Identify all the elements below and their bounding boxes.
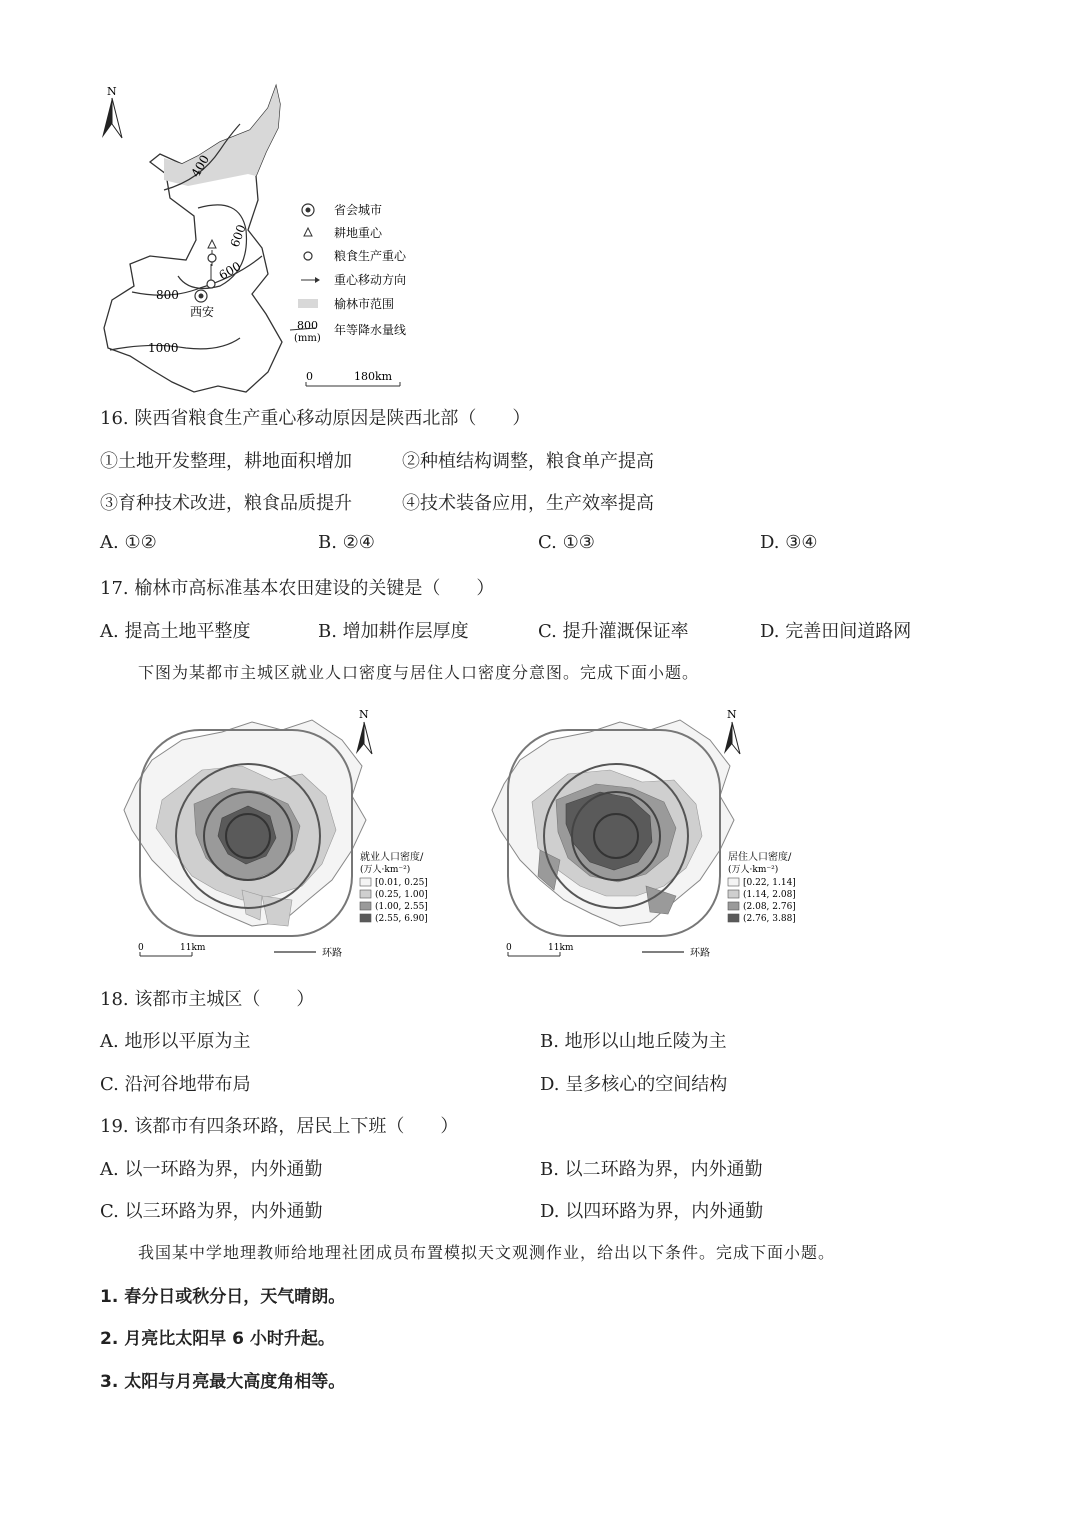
q17-choice-b[interactable]: B. 增加耕作层厚度 — [318, 621, 469, 642]
legend-isoline-value: 800 — [297, 319, 318, 332]
q18-choice-d[interactable]: D. 呈多核心的空间结构 — [540, 1074, 728, 1095]
scale-end: 180km — [354, 370, 393, 383]
north-label: N — [727, 708, 737, 721]
legend-isoline-unit: (mm) — [294, 333, 321, 344]
isoline-label-800: 800 — [156, 288, 179, 302]
q18-choice-c[interactable]: C. 沿河谷地带布局 — [100, 1074, 251, 1095]
map1-legend — [290, 204, 320, 330]
isoline-label-600b: 600 — [216, 259, 244, 283]
condition-3: 3. 太阳与月亮最大高度角相等。 — [100, 1372, 346, 1392]
scale-end: 11km — [548, 943, 574, 953]
employment-density-map — [112, 700, 462, 965]
q16-stem: 16. 陕西省粮食生产重心移动原因是陕西北部（ ） — [100, 408, 531, 429]
intro-astronomy: 我国某中学地理教师给地理社团成员布置模拟天文观测作业，给出以下条件。完成下面小题。 — [138, 1243, 836, 1262]
q16-opt1: ①土地开发整理，耕地面积增加 — [100, 451, 352, 472]
legend-title: 就业人口密度/ — [360, 852, 424, 863]
yulin-area — [164, 86, 280, 186]
legend-title: 居住人口密度/ — [728, 852, 792, 863]
legend-unit: (万人·km⁻²) — [728, 865, 779, 875]
q17-stem: 17. 榆林市高标准基本农田建设的关键是（ ） — [100, 578, 495, 599]
legend-unit: (万人·km⁻²) — [360, 865, 411, 875]
legend-class-3: (2.08, 2.76] — [743, 902, 796, 912]
q16-opt4: ④技术装备应用，生产效率提高 — [402, 493, 654, 514]
q17-choice-d[interactable]: D. 完善田间道路网 — [760, 621, 912, 642]
q16-choice-a[interactable]: A. ①② — [100, 532, 157, 553]
legend-label-capital: 省会城市 — [334, 203, 383, 217]
shaanxi-map — [90, 80, 450, 400]
q19-choice-d[interactable]: D. 以四环路为界，内外通勤 — [540, 1201, 764, 1222]
isoline-label-400: 400 — [188, 152, 213, 180]
scale-zero: 0 — [506, 943, 512, 953]
legend-class-4: (2.76, 3.88] — [743, 914, 796, 924]
q16-choice-d[interactable]: D. ③④ — [760, 532, 818, 553]
legend-class-1: [0.22, 1.14] — [743, 878, 796, 888]
q19-choice-c[interactable]: C. 以三环路为界，内外通勤 — [100, 1201, 323, 1222]
q16-opt3: ③育种技术改进，粮食品质提升 — [100, 493, 352, 514]
legend-label-cropland: 耕地重心 — [334, 226, 383, 240]
legend-class-2: (1.14, 2.08] — [743, 890, 796, 900]
legend-label-yulin: 榆林市范围 — [334, 297, 395, 311]
scale-zero: 0 — [306, 370, 313, 383]
q16-opt2: ②种植结构调整，粮食单产提高 — [402, 451, 654, 472]
legend-label-grain: 粮食生产重心 — [334, 249, 407, 263]
north-label: N — [359, 708, 369, 721]
legend-class-2: (0.25, 1.00] — [375, 890, 428, 900]
q18-choice-b[interactable]: B. 地形以山地丘陵为主 — [540, 1031, 727, 1052]
north-arrow-icon — [724, 722, 740, 754]
legend-label-isoline: 年等降水量线 — [334, 323, 407, 337]
scale-zero: 0 — [138, 943, 144, 953]
legend-label-direction: 重心移动方向 — [334, 273, 407, 287]
north-arrow-icon — [356, 722, 372, 754]
q18-stem: 18. 该都市主城区（ ） — [100, 989, 315, 1010]
legend-class-4: (2.55, 6.90] — [375, 914, 428, 924]
intro-city-maps: 下图为某都市主城区就业人口密度与居住人口密度分意图。完成下面小题。 — [138, 663, 700, 682]
city-label-xian: 西安 — [190, 305, 215, 319]
q19-choice-b[interactable]: B. 以二环路为界，内外通勤 — [540, 1159, 763, 1180]
grain-centroid-icon — [208, 254, 216, 262]
q18-choice-a[interactable]: A. 地形以平原为主 — [100, 1031, 251, 1052]
road-legend-label: 环路 — [322, 948, 342, 959]
road-legend-label: 环路 — [690, 948, 710, 959]
q16-choice-b[interactable]: B. ②④ — [318, 532, 375, 553]
condition-2: 2. 月亮比太阳早 6 小时升起。 — [100, 1329, 335, 1349]
north-arrow-icon — [102, 98, 122, 138]
q17-choice-a[interactable]: A. 提高土地平整度 — [100, 621, 251, 642]
residential-density-map — [480, 700, 830, 965]
legend-class-1: [0.01, 0.25] — [375, 878, 428, 888]
q19-stem: 19. 该都市有四条环路，居民上下班（ ） — [100, 1116, 459, 1137]
q19-choice-a[interactable]: A. 以一环路为界，内外通勤 — [100, 1159, 323, 1180]
isoline-label-1000: 1000 — [148, 341, 179, 355]
isoline-label-600a: 600 — [227, 222, 249, 250]
north-label: N — [107, 85, 117, 98]
capital-city-icon — [195, 290, 207, 302]
condition-1: 1. 春分日或秋分日，天气晴朗。 — [100, 1287, 346, 1307]
legend-class-3: (1.00, 2.55] — [375, 902, 428, 912]
q17-choice-c[interactable]: C. 提升灌溉保证率 — [538, 621, 689, 642]
q16-choice-c[interactable]: C. ①③ — [538, 532, 595, 553]
scale-end: 11km — [180, 943, 206, 953]
grain-centroid-old-icon — [207, 280, 215, 288]
